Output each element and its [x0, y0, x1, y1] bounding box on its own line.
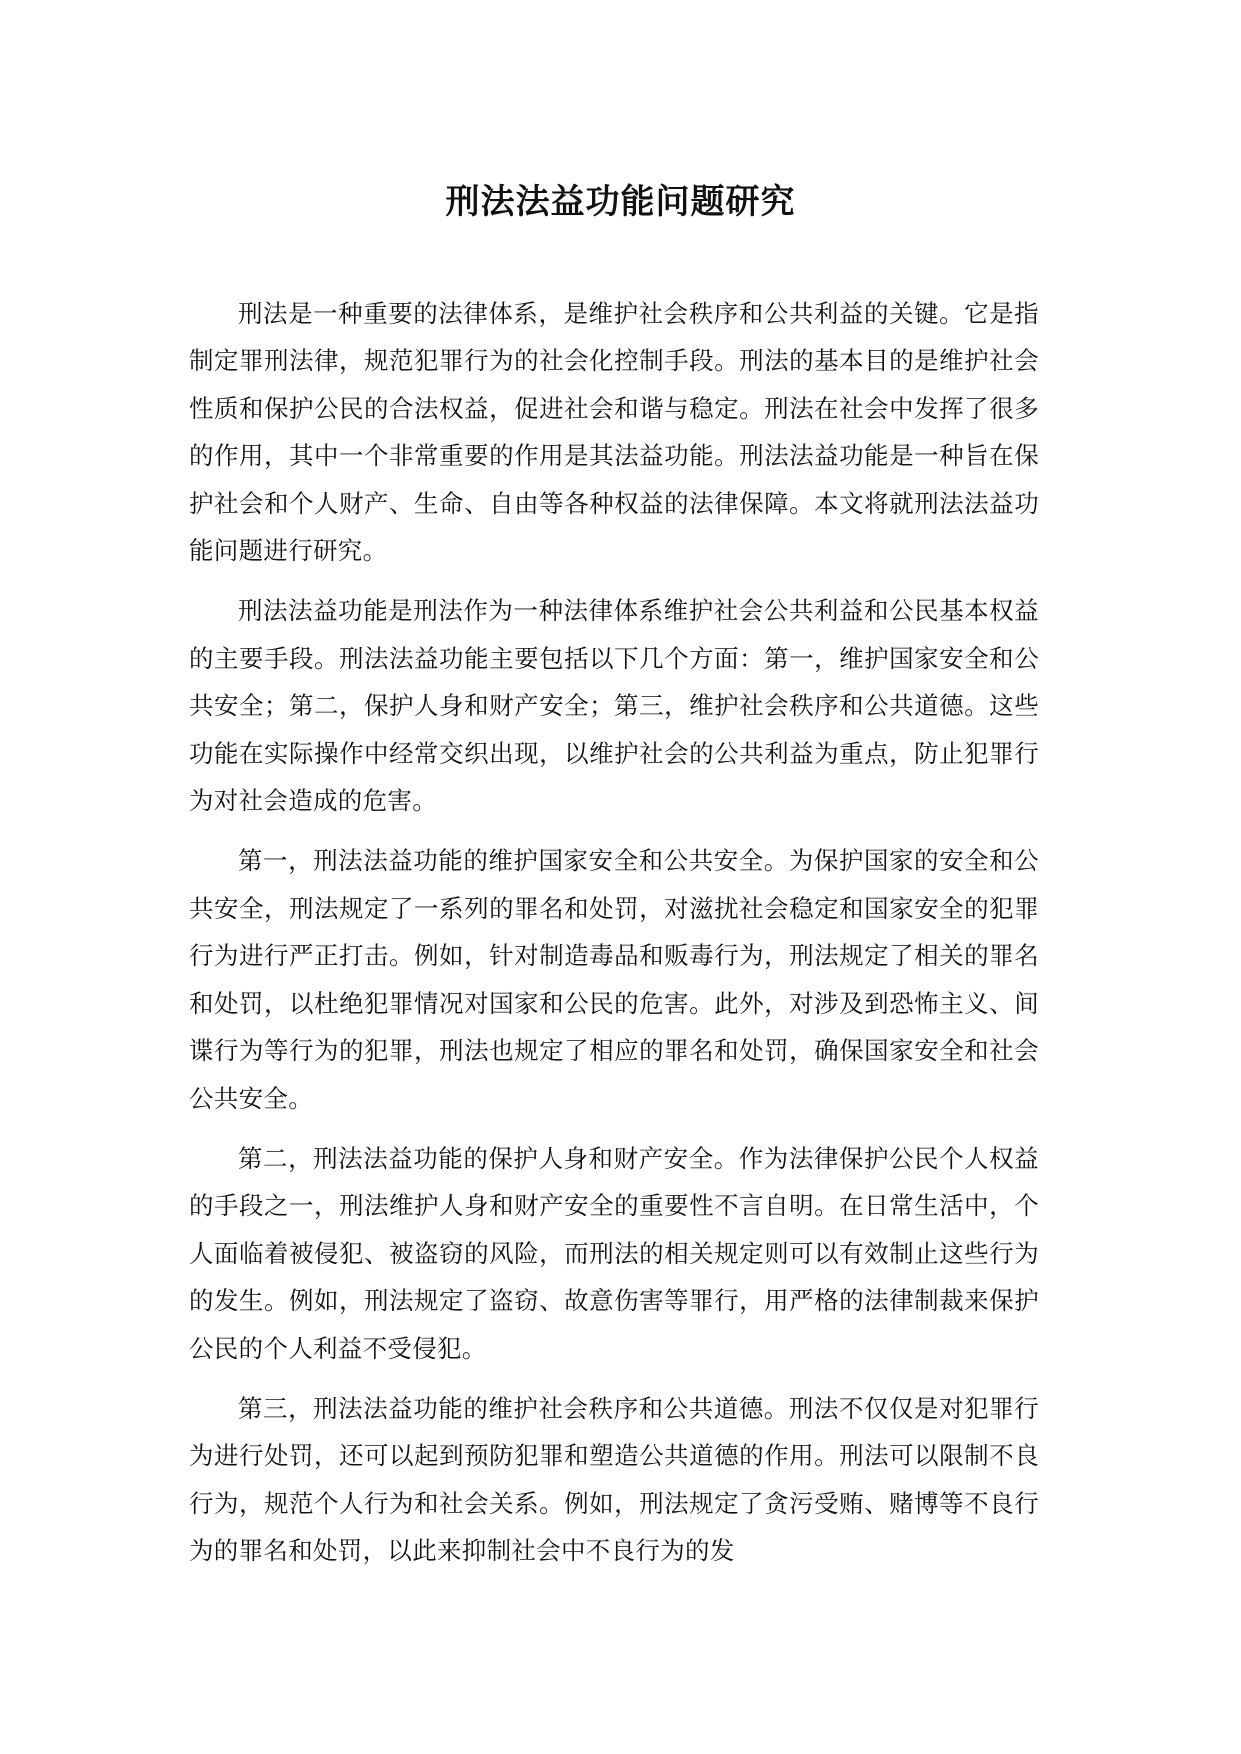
- paragraph-overview: 刑法法益功能是刑法作为一种法律体系维护社会公共利益和公民基本权益的主要手段。刑法法益功能主要包括以下几个方面：第一，维护国家安全和公共安全；第二，保护人身和财产安全；第三，维护社会秩序和公共道德。这些功能在实际操作中经常交织出现，以维护社会的公共利益为重点，防止犯罪行为对社会造成的危害。: [189, 596, 1039, 816]
- paragraph-social-order: 第三，刑法法益功能的维护社会秩序和公共道德。刑法不仅仅是对犯罪行为进行处罚，还可以起到预防犯罪和塑造公共道德的作用。刑法可以限制不良行为，规范个人行为和社会关系。例如，刑法规定了贪污受贿、赌博等不良行为的罪名和处罚，以此来抑制社会中不良行为的发: [189, 1393, 1039, 1566]
- paragraph-national-security: 第一，刑法法益功能的维护国家安全和公共安全。为保护国家的安全和公共安全，刑法规定了一系列的罪名和处罚，对滋扰社会稳定和国家安全的犯罪行为进行严正打击。例如，针对制造毒品和贩毒行为，刑法规定了相关的罪名和处罚，以杜绝犯罪情况对国家和公民的危害。此外，对涉及到恐怖主义、间谍行为等行为的犯罪，刑法也规定了相应的罪名和处罚，确保国家安全和社会公共安全。: [189, 846, 1039, 1113]
- document-body: [189, 290, 1039, 1588]
- paragraph-personal-property: 第二，刑法法益功能的保护人身和财产安全。作为法律保护公民个人权益的手段之一，刑法维护人身和财产安全的重要性不言自明。在日常生活中，个人面临着被侵犯、被盗窃的风险，而刑法的相关规定则可以有效制止这些行为的发生。例如，刑法规定了盗窃、故意伤害等罪行，用严格的法律制裁来保护公民的个人利益不受侵犯。: [189, 1143, 1039, 1363]
- document-title: 刑法法益功能问题研究: [445, 182, 796, 222]
- paragraph-intro: 刑法是一种重要的法律体系，是维护社会秩序和公共利益的关键。它是指制定罪刑法律，规范犯罪行为的社会化控制手段。刑法的基本目的是维护社会性质和保护公民的合法权益，促进社会和谐与稳定。刑法在社会中发挥了很多的作用，其中一个非常重要的作用是其法益功能。刑法法益功能是一种旨在保护社会和个人财产、生命、自由等各种权益的法律保障。本文将就刑法法益功能问题进行研究。: [189, 299, 1039, 566]
